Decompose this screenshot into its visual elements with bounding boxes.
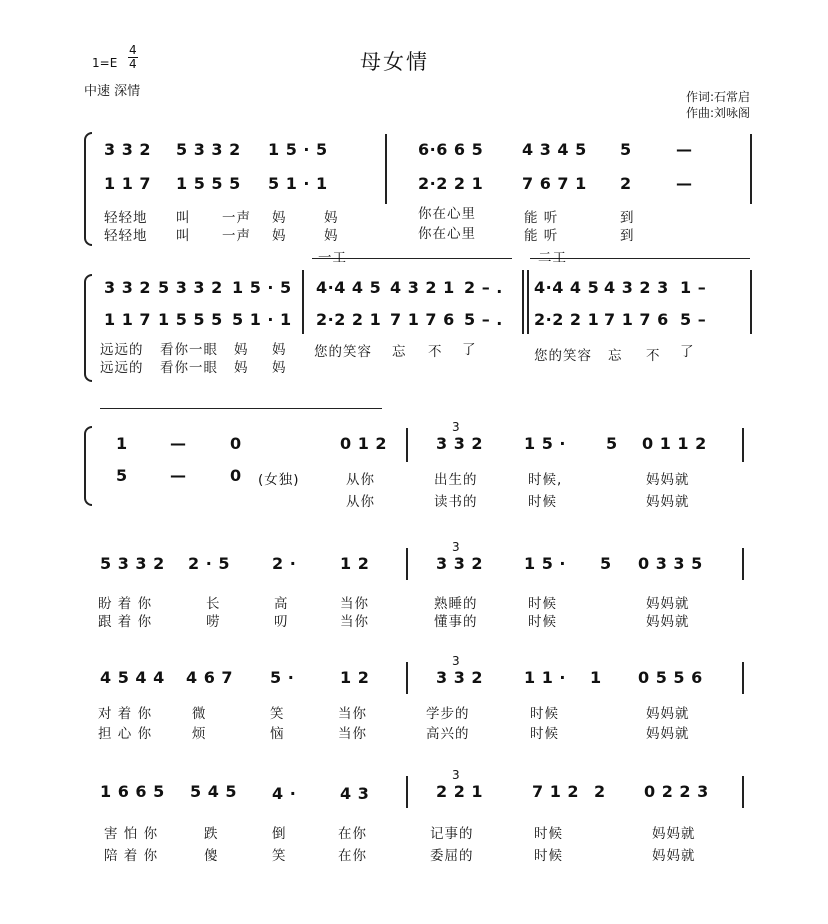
note-group: 2 2 1: [436, 782, 484, 801]
lyric: 看你一眼: [160, 360, 218, 376]
note-group: 4 3 2 3: [604, 278, 669, 297]
note-group: 5: [116, 466, 128, 485]
lyric: 时候: [528, 596, 557, 612]
lyric: 倒: [272, 826, 287, 842]
lyric: 当你: [340, 614, 369, 630]
note-group: 1 6 6 5: [100, 782, 165, 801]
note-group: 0: [230, 466, 242, 485]
note-group: 5: [606, 434, 618, 453]
lyric: 当你: [338, 706, 367, 722]
lyric: 妈: [234, 342, 249, 358]
note-group: 0: [230, 434, 242, 453]
system-brace: [84, 426, 92, 506]
lyric: 妈妈就: [646, 614, 690, 630]
lyric: 长: [206, 596, 221, 612]
lyric: 读书的: [434, 494, 478, 510]
lyric: 能 听: [524, 210, 559, 226]
key-signature: 1=E: [92, 56, 118, 70]
note-group: 4 6 7: [186, 668, 234, 687]
lyric: 了: [462, 342, 477, 358]
lyric: 妈: [272, 342, 287, 358]
note-group: 2 · 5: [188, 554, 230, 573]
lyric: 唠: [206, 614, 221, 630]
lyric: 您的笑容: [314, 344, 372, 360]
note-group: 5 1 · 1: [268, 174, 328, 193]
note-group: 4 3 2 1: [390, 278, 455, 297]
bar-line: [742, 428, 744, 462]
lyric: 不: [428, 344, 443, 360]
note-group: 3 3 2: [436, 434, 484, 453]
note-group: —: [170, 466, 187, 485]
lyric: 妈妈就: [646, 596, 690, 612]
lyric: 一声: [222, 228, 251, 244]
lyric: 在你: [338, 848, 367, 864]
lyric: 妈: [272, 228, 287, 244]
lyric: 时候,: [528, 472, 563, 488]
lyric: 妈妈就: [652, 826, 696, 842]
lyric: 看你一眼: [160, 342, 218, 358]
lyric: 时候: [534, 826, 563, 842]
note-group: 5: [600, 554, 612, 573]
lyric: 对 着 你: [98, 706, 153, 722]
note-group: 2·2 2 1: [418, 174, 484, 193]
note-group: 4·4 4 5: [316, 278, 382, 297]
note-group: 1: [590, 668, 602, 687]
lyric: 到: [620, 210, 635, 226]
note-group: 7 1 7 6: [604, 310, 669, 329]
lyric: 傻: [204, 848, 219, 864]
lyric: 记事的: [430, 826, 474, 842]
note-group: 1 2: [340, 554, 370, 573]
lyric: 恼: [270, 726, 285, 742]
note-group: 5 3 3 2: [158, 278, 223, 297]
triplet-mark: 3: [452, 540, 460, 554]
note-group: 0 3 3 5: [638, 554, 703, 573]
note-group: 2: [594, 782, 606, 801]
lyric: 从你: [346, 494, 375, 510]
bar-line: [742, 662, 744, 694]
note-group: 2·2 2 1: [534, 310, 600, 329]
lyric: 担 心 你: [98, 726, 153, 742]
bar-line: [406, 548, 408, 580]
bar-line: [750, 134, 752, 170]
note-group: —: [676, 140, 693, 159]
lyric: 当你: [338, 726, 367, 742]
page-title: 母女情: [360, 50, 429, 74]
tie-line: [100, 408, 382, 409]
note-group: 5 4 5: [190, 782, 238, 801]
note-group: 1 5 ·: [524, 434, 566, 453]
lyric: 一声: [222, 210, 251, 226]
lyric: 妈妈就: [646, 726, 690, 742]
repeat-bar-line: [522, 270, 524, 334]
note-group: 3 3 2: [436, 554, 484, 573]
lyric: 当你: [340, 596, 369, 612]
note-group: 5 3 3 2: [176, 140, 241, 159]
system-brace: [84, 132, 92, 246]
note-group: 5 1 · 1: [232, 310, 292, 329]
lyric: 跌: [204, 826, 219, 842]
note-group: 2·2 2 1: [316, 310, 382, 329]
lyric: 陪 着 你: [104, 848, 159, 864]
volta-1-label: 一工: [318, 250, 347, 266]
note-group: 0 5 5 6: [638, 668, 703, 687]
lyric: 烦: [192, 726, 207, 742]
lyric: 妈: [272, 210, 287, 226]
lyric: 叫: [176, 228, 191, 244]
lyric: 妈: [234, 360, 249, 376]
note-group: 0 1 2: [340, 434, 388, 453]
lyric: 学步的: [426, 706, 470, 722]
lyric: 轻轻地: [104, 228, 148, 244]
lyric: 时候: [528, 614, 557, 630]
note-group: 7 1 7 6: [390, 310, 455, 329]
bar-line: [302, 270, 304, 334]
lyric: 妈妈就: [646, 706, 690, 722]
lyricist: 作词:石常启: [686, 90, 751, 104]
lyric: 熟睡的: [434, 596, 478, 612]
lyric: 在你: [338, 826, 367, 842]
note-group: 2 – .: [464, 278, 503, 297]
lyric: 忘: [608, 348, 623, 364]
lyric: 你在心里: [418, 226, 476, 242]
bar-line: [750, 270, 752, 334]
note-group: 4 ·: [272, 784, 297, 803]
lyric: 不: [646, 348, 661, 364]
lyric: 时候: [530, 726, 559, 742]
lyric: 到: [620, 228, 635, 244]
triplet-mark: 3: [452, 654, 460, 668]
triplet-mark: 3: [452, 420, 460, 434]
note-group: —: [170, 434, 187, 453]
time-sig-bottom: 4: [129, 57, 137, 71]
lyric: 妈: [272, 360, 287, 376]
lyric: 时候: [534, 848, 563, 864]
note-group: 1 5 · 5: [268, 140, 328, 159]
solo-marking: (女独): [258, 472, 300, 488]
bar-line: [385, 170, 387, 204]
lyric: 委屈的: [430, 848, 474, 864]
note-group: —: [676, 174, 693, 193]
bar-line: [406, 428, 408, 462]
lyric: 妈: [324, 228, 339, 244]
note-group: 4·4 4 5: [534, 278, 600, 297]
bar-line: [750, 170, 752, 204]
lyric: 时候: [528, 494, 557, 510]
lyric: 妈妈就: [652, 848, 696, 864]
lyric: 妈妈就: [646, 472, 690, 488]
bar-line: [406, 662, 408, 694]
bar-line: [406, 776, 408, 808]
lyric: 高兴的: [426, 726, 470, 742]
lyric: 轻轻地: [104, 210, 148, 226]
tempo-marking: 中速 深情: [84, 84, 141, 99]
repeat-bar-line: [527, 270, 529, 334]
lyric: 高: [274, 596, 289, 612]
time-sig-top: 4: [129, 43, 137, 57]
note-group: 3 3 2: [104, 140, 152, 159]
lyric: 盼 着 你: [98, 596, 153, 612]
note-group: 3 3 2: [104, 278, 152, 297]
note-group: 5 ·: [270, 668, 295, 687]
note-group: 1 5 · 5: [232, 278, 292, 297]
note-group: 4 3 4 5: [522, 140, 587, 159]
lyric: 妈: [324, 210, 339, 226]
note-group: 7 1 2: [532, 782, 580, 801]
lyric: 远远的: [100, 360, 144, 376]
lyric: 笑: [270, 706, 285, 722]
note-group: 7 6 7 1: [522, 174, 587, 193]
note-group: 5 – .: [464, 310, 503, 329]
note-group: 0 1 1 2: [642, 434, 707, 453]
lyric: 能 听: [524, 228, 559, 244]
bar-line: [742, 548, 744, 580]
lyric: 害 怕 你: [104, 826, 159, 842]
lyric: 你在心里: [418, 206, 476, 222]
volta-2-label: 二工: [538, 250, 567, 266]
lyric: 跟 着 你: [98, 614, 153, 630]
note-group: 1 2: [340, 668, 370, 687]
lyric: 微: [192, 706, 207, 722]
triplet-mark: 3: [452, 768, 460, 782]
lyric: 妈妈就: [646, 494, 690, 510]
note-group: 1 5 5 5: [176, 174, 241, 193]
lyric: 笑: [272, 848, 287, 864]
lyric: 您的笑容: [534, 348, 592, 364]
bar-line: [385, 134, 387, 170]
note-group: 3 3 2: [436, 668, 484, 687]
note-group: 1 5 5 5: [158, 310, 223, 329]
note-group: 5 –: [680, 310, 707, 329]
note-group: 4 5 4 4: [100, 668, 165, 687]
note-group: 1 –: [680, 278, 707, 297]
note-group: 2: [620, 174, 632, 193]
lyric: 从你: [346, 472, 375, 488]
lyric: 忘: [392, 344, 407, 360]
lyric: 了: [680, 344, 695, 360]
note-group: 1: [116, 434, 128, 453]
lyric: 懂事的: [434, 614, 478, 630]
note-group: 1 1 7: [104, 310, 152, 329]
lyric: 叫: [176, 210, 191, 226]
note-group: 4 3: [340, 784, 370, 803]
note-group: 1 1 ·: [524, 668, 566, 687]
bar-line: [742, 776, 744, 808]
lyric: 出生的: [434, 472, 478, 488]
composer: 作曲:刘咏阁: [686, 106, 751, 120]
lyric: 时候: [530, 706, 559, 722]
note-group: 5: [620, 140, 632, 159]
note-group: 1 5 ·: [524, 554, 566, 573]
lyric: 叨: [274, 614, 289, 630]
note-group: 6·6 6 5: [418, 140, 484, 159]
system-brace: [84, 274, 92, 382]
note-group: 2 ·: [272, 554, 297, 573]
note-group: 5 3 3 2: [100, 554, 165, 573]
lyric: 远远的: [100, 342, 144, 358]
note-group: 1 1 7: [104, 174, 152, 193]
note-group: 0 2 2 3: [644, 782, 709, 801]
time-signature: [128, 44, 138, 71]
